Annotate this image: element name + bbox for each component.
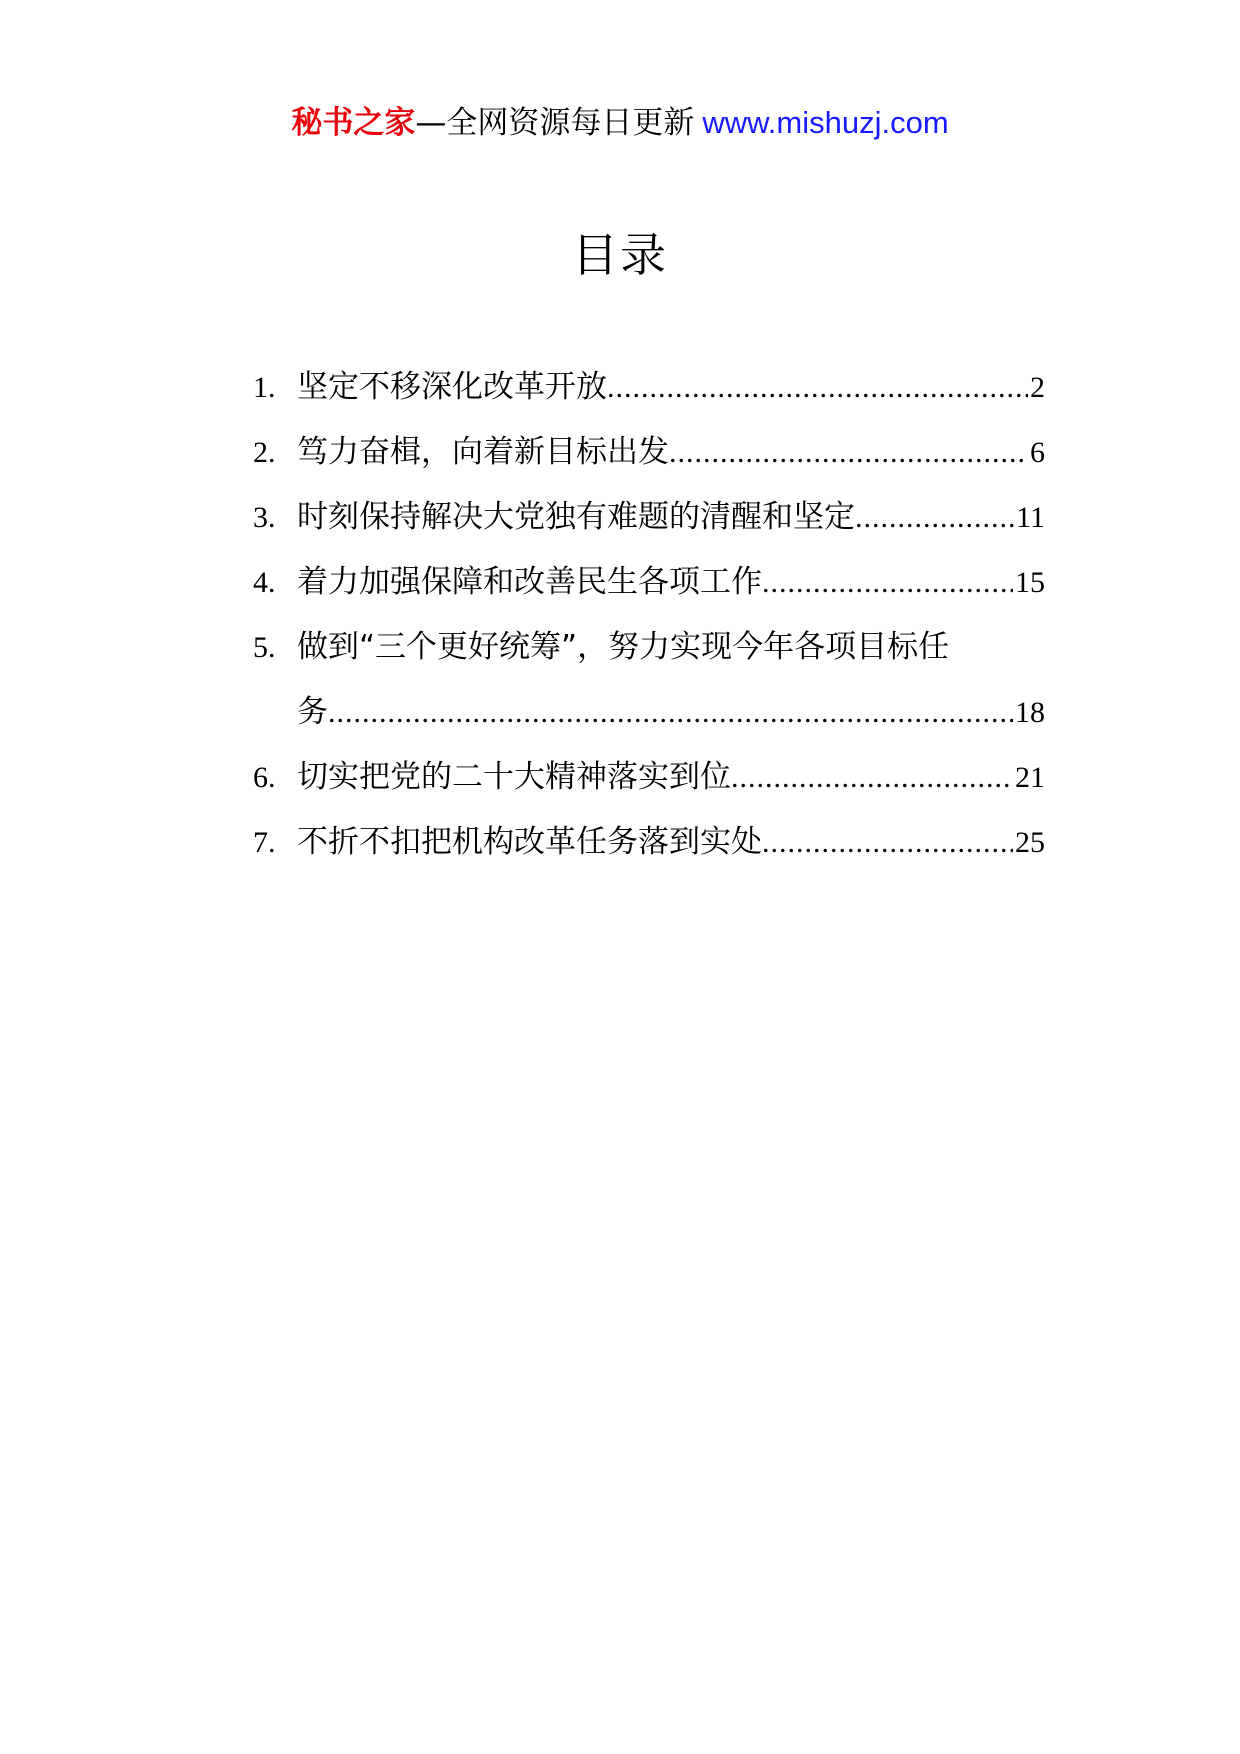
- page-header: [0, 98, 1240, 148]
- toc-entry-page: 2: [1030, 371, 1045, 404]
- toc-leader-dots: [328, 680, 1013, 745]
- toc-entry[interactable]: [253, 485, 1045, 550]
- toc-entry-page: 21: [1015, 761, 1045, 794]
- toc-entry-number: 7.: [253, 826, 276, 859]
- toc-entry-label-continued: 务: [297, 694, 328, 730]
- toc-entry-number: 5.: [253, 631, 276, 664]
- toc-entry-page: 25: [1015, 826, 1045, 859]
- toc-entry-label: 笃力奋楫，向着新目标出发: [297, 434, 669, 470]
- toc-leader-dots: [762, 550, 1013, 615]
- toc-entry-number: 2.: [253, 436, 276, 469]
- toc-entry-label: 时刻保持解决大党独有难题的清醒和坚定: [297, 499, 855, 535]
- toc-entry[interactable]: [253, 550, 1045, 615]
- header-tagline: —全网资源每日更新: [415, 105, 695, 141]
- toc-leader-dots: [855, 485, 1014, 550]
- toc-entry-page: 6: [1030, 436, 1045, 469]
- toc-entry[interactable]: [253, 810, 1045, 875]
- toc-entry-label: 做到“三个更好统筹”，努力实现今年各项目标任: [297, 629, 950, 665]
- toc-entry-number: 3.: [253, 501, 276, 534]
- table-of-contents: [253, 355, 1045, 875]
- toc-entry[interactable]: [253, 745, 1045, 810]
- toc-title: 目录: [572, 228, 668, 282]
- toc-leader-dots: [607, 355, 1028, 420]
- toc-entry-label: 不折不扣把机构改革任务落到实处: [297, 824, 762, 860]
- toc-entry-page: 11: [1016, 501, 1045, 534]
- toc-entry[interactable]: [253, 420, 1045, 485]
- toc-entry-label: 切实把党的二十大精神落实到位: [297, 759, 731, 795]
- toc-entry-page: 18: [1015, 696, 1045, 729]
- toc-entry-number: 1.: [253, 371, 276, 404]
- toc-entry-number: 4.: [253, 566, 276, 599]
- toc-leader-dots: [731, 745, 1013, 810]
- toc-entry-number: 6.: [253, 761, 276, 794]
- toc-entry[interactable]: [253, 355, 1045, 420]
- toc-leader-dots: [669, 420, 1028, 485]
- toc-entry-page: 15: [1015, 566, 1045, 599]
- toc-entry-label: 着力加强保障和改善民生各项工作: [297, 564, 762, 600]
- toc-leader-dots: [762, 810, 1013, 875]
- brand-name: 秘书之家: [291, 105, 416, 141]
- toc-entry-label: 坚定不移深化改革开放: [297, 369, 607, 405]
- site-url-link[interactable]: www.mishuzj.com: [702, 105, 949, 140]
- toc-entry[interactable]: [253, 615, 1045, 745]
